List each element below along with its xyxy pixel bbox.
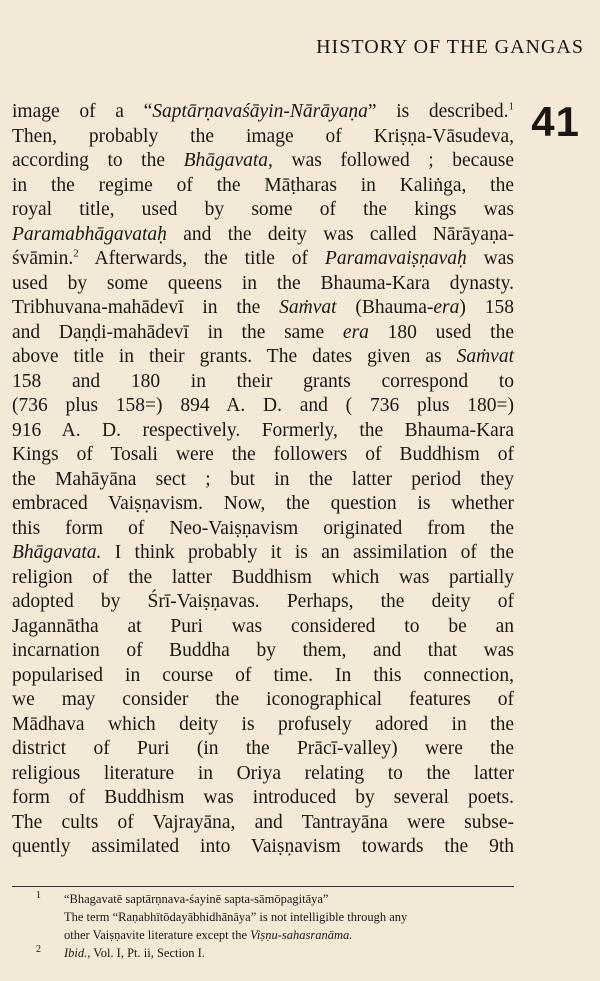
text-run: , Vol. I, Pt. ii, Section I. xyxy=(87,946,205,960)
text-line xyxy=(12,321,514,346)
text-line xyxy=(12,370,514,395)
footnote-text xyxy=(64,944,205,962)
text-run: above title in their grants. The dates given as xyxy=(12,346,457,367)
text-line xyxy=(12,247,514,272)
text-run: Then, probably the image of Kriṣṇa-Vāsudeva, xyxy=(12,125,514,147)
text-run: this form of Neo-Vaiṣṇavism originated from the xyxy=(12,517,514,539)
text-line xyxy=(12,517,514,542)
text-run: and the deity was called Nārāyaṇa- xyxy=(166,223,514,245)
text-run: adopted by Śrī-Vaiṣṇavas. Perhaps, the deity of xyxy=(12,591,514,612)
italic-text: Paramavaiṣṇavaḥ xyxy=(324,248,467,269)
text-run: Tribhuvana-mahādevī in the xyxy=(12,297,280,318)
text-line xyxy=(12,345,514,370)
text-run: 916 A. D. respectively. Formerly, the Bhauma-Kara xyxy=(12,419,514,441)
text-run: incarnation of Buddha by them, and that was xyxy=(12,640,514,661)
footnote-line xyxy=(12,908,514,926)
text-line xyxy=(12,296,514,321)
text-run: (Bhauma- xyxy=(336,297,434,318)
text-run: we may consider the iconographical features of xyxy=(12,689,514,710)
text-run: image of a “ xyxy=(12,101,153,122)
footnote-mark: 1 xyxy=(36,890,41,901)
footnotes xyxy=(12,890,514,962)
text-line xyxy=(12,100,514,125)
text-line xyxy=(12,223,514,248)
running-title: HISTORY OF THE GANGAS xyxy=(316,36,584,58)
italic-text: Saṁvat xyxy=(279,297,337,318)
text-line xyxy=(12,443,514,468)
text-run: Kings of Tosali were the followers of Buddhism of xyxy=(12,444,514,465)
text-run: I think probably it is an assimilation of the xyxy=(101,542,514,563)
text-run: The cults of Vajrayāna, and Tantrayāna were subse- xyxy=(12,811,514,833)
footnote-line xyxy=(12,890,514,908)
text-run: 158 and 180 in their grants correspond to xyxy=(12,370,514,392)
text-run: in the regime of the Māṭharas in Kaliṅga, the xyxy=(12,174,514,196)
text-run: religious literature in Oriya relating to the latter xyxy=(12,762,514,784)
text-run: royal title, used by some of the kings was xyxy=(12,199,514,220)
text-line xyxy=(12,835,514,860)
text-run: Afterwards, the title of xyxy=(78,248,325,269)
italic-text: Viṣṇu-sahasranāma. xyxy=(250,928,353,942)
footnote-text xyxy=(64,908,407,926)
text-run: used by some queens in the Bhauma-Kara dynasty. xyxy=(12,272,514,294)
text-run: (736 plus 158=) 894 A. D. and ( 736 plus 180=) xyxy=(12,395,514,416)
footnote-text xyxy=(64,926,352,944)
text-run: 180 used the xyxy=(368,321,514,343)
text-line xyxy=(12,664,514,689)
footnote-mark: 2 xyxy=(36,944,41,955)
text-line xyxy=(12,737,514,762)
text-run: was followed ; because xyxy=(272,150,514,171)
text-run: form of Buddhism was introduced by several poets. xyxy=(12,787,514,808)
text-run: quently assimilated into Vaiṣṇavism towards the 9th xyxy=(12,836,514,857)
text-line xyxy=(12,468,514,493)
text-run: śvāmin. xyxy=(12,248,74,269)
text-run: The term “Raṇabhītōdayābhidhānāya” is not intelligible through any xyxy=(64,910,408,924)
text-run: was xyxy=(466,248,514,269)
text-line xyxy=(12,419,514,444)
text-run: Jagannātha at Puri was considered to be an xyxy=(12,615,514,637)
text-line xyxy=(12,590,514,615)
text-line xyxy=(12,198,514,223)
footnote-line xyxy=(12,944,514,962)
text-line xyxy=(12,394,514,419)
text-run: embraced Vaiṣṇavism. Now, the question is whether xyxy=(12,493,514,514)
body-text xyxy=(12,100,514,860)
text-line xyxy=(12,272,514,297)
italic-text: Bhāgavata, xyxy=(183,150,273,171)
text-run: popularised in course of time. In this connection, xyxy=(12,664,514,686)
text-run: other Vaiṣṇavite literature except the xyxy=(64,928,251,942)
italic-text: Saptārṇavaśāyin-Nārāyaṇa xyxy=(152,101,368,122)
text-line xyxy=(12,713,514,738)
page-number: 41 xyxy=(531,98,580,145)
italic-text: Saṁvat xyxy=(456,346,514,367)
italic-text: Bhāgavata. xyxy=(12,542,102,563)
text-run: “Bhagavatē saptārṇnava-śayinē sapta-sāmōpagitāya” xyxy=(64,892,329,906)
text-run: ” is described. xyxy=(367,101,509,122)
footnote-rule xyxy=(12,886,514,887)
italic-text: Paramabhāgavataḥ xyxy=(12,223,167,245)
text-line xyxy=(12,541,514,566)
text-run: according to the xyxy=(12,150,184,171)
footnote-ref: 1 xyxy=(508,100,514,113)
text-line xyxy=(12,149,514,174)
text-line xyxy=(12,688,514,713)
italic-text: era xyxy=(433,297,460,318)
text-line xyxy=(12,786,514,811)
text-line xyxy=(12,125,514,150)
text-line xyxy=(12,492,514,517)
text-run: ) 158 xyxy=(459,297,514,318)
text-run: the Mahāyāna sect ; but in the latter period they xyxy=(12,468,514,490)
text-line xyxy=(12,566,514,591)
text-run: district of Puri (in the Prācī-valley) were the xyxy=(12,738,514,759)
text-run: Mādhava which deity is profusely adored in the xyxy=(12,713,514,735)
text-line xyxy=(12,811,514,836)
italic-text: Ibid. xyxy=(64,946,88,960)
text-line xyxy=(12,639,514,664)
text-line xyxy=(12,762,514,787)
footnote-line xyxy=(12,926,514,944)
text-line xyxy=(12,615,514,640)
italic-text: era xyxy=(342,321,369,343)
text-line xyxy=(12,174,514,199)
text-run: and Daṇḍi-mahādevī in the same xyxy=(12,321,343,343)
footnote-text xyxy=(64,890,328,908)
footnote-ref: 2 xyxy=(73,247,79,260)
text-run: religion of the latter Buddhism which was partially xyxy=(12,566,514,588)
